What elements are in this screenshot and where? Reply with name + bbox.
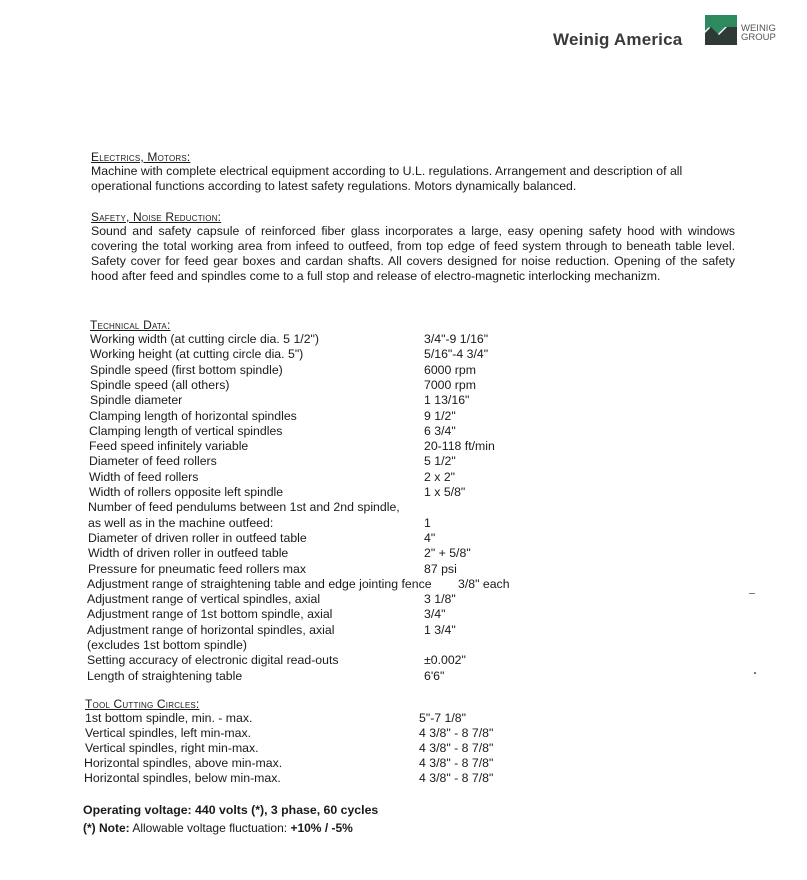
- tools-title-text: Tool Cutting Circles:: [85, 697, 200, 711]
- row-value: 4 3/8" - 8 7/8": [419, 741, 494, 756]
- safety-section: [91, 210, 735, 284]
- row-value: ±0.002": [424, 653, 466, 668]
- row-label: Adjustment range of horizontal spindles, axial: [87, 622, 335, 637]
- row-label: Vertical spindles, right min-max.: [85, 741, 259, 756]
- row-label: Vertical spindles, left min-max.: [85, 726, 252, 741]
- row-value: 1 3/4": [424, 622, 456, 637]
- row-label: Adjustment range of 1st bottom spindle, axial: [87, 607, 333, 622]
- row-value: 3/4"-9 1/16": [424, 332, 489, 346]
- logo-text: [741, 24, 776, 42]
- row-label: Number of feed pendulums between 1st and 2nd spindle,: [88, 500, 400, 515]
- row-label: Clamping length of vertical spindles: [89, 423, 283, 438]
- electrics-title: Electrics, Motors:: [91, 150, 191, 164]
- scan-mark: [754, 672, 756, 674]
- row-label: Pressure for pneumatic feed rollers max: [88, 561, 307, 576]
- row-value: 2" + 5/8": [424, 546, 471, 561]
- row-label: Clamping length of horizontal spindles: [89, 408, 297, 423]
- technical-title: [90, 318, 171, 332]
- row-label: Spindle diameter: [90, 393, 183, 408]
- voltage-note: [83, 821, 353, 835]
- company-name: Weinig America: [553, 30, 683, 49]
- safety-title: Safety, Noise Reduction:: [91, 210, 222, 224]
- row-value: 20-118 ft/min: [424, 439, 495, 454]
- row-label: Working width (at cutting circle dia. 5 1/2"): [90, 332, 319, 346]
- electrics-text: Machine with complete electrical equipment according to U.L. regulations. Arrangement and description of all operational functions according to latest safety regulations. Motors dynamically balanced.: [91, 164, 683, 193]
- technical-title-text: Technical Data:: [90, 318, 171, 332]
- row-label: Horizontal spindles, above min-max.: [84, 756, 283, 771]
- logo-line-1: WEINIG: [741, 23, 776, 34]
- row-value: 5"-7 1/8": [419, 711, 467, 725]
- row-value: 6000 rpm: [424, 362, 476, 377]
- row-value: 7000 rpm: [424, 377, 476, 392]
- row-value: 4 3/8" - 8 7/8": [419, 726, 494, 741]
- row-value: 6 3/4": [424, 423, 456, 438]
- row-label: (excludes 1st bottom spindle): [87, 638, 247, 652]
- row-label: Spindle speed (first bottom spindle): [90, 362, 283, 377]
- row-label: Width of driven roller in outfeed table: [88, 546, 289, 561]
- row-label: 1st bottom spindle, min. - max.: [85, 711, 253, 725]
- row-value: 4": [424, 530, 436, 545]
- row-value: 1 13/16": [424, 393, 470, 408]
- row-label: Adjustment range of straightening table and edge jointing fence: [87, 576, 432, 591]
- row-value: 4 3/8" - 8 7/8": [419, 771, 494, 786]
- row-value: 3/8" each: [458, 576, 510, 591]
- row-value: 87 psi: [424, 561, 457, 576]
- row-label: Working height (at cutting circle dia. 5"): [90, 347, 304, 362]
- row-value: 1: [424, 515, 431, 530]
- row-value: 9 1/2": [424, 408, 456, 423]
- row-value: 4 3/8" - 8 7/8": [419, 756, 494, 771]
- row-value: 2 x 2": [424, 469, 456, 484]
- note-value: +10% / -5%: [290, 821, 353, 835]
- row-value: 5/16"-4 3/4": [424, 347, 489, 362]
- electrics-section: [91, 150, 739, 194]
- row-label: Width of feed rollers: [89, 469, 199, 484]
- row-value: 5 1/2": [424, 454, 456, 469]
- row-label: Diameter of feed rollers: [89, 454, 217, 469]
- scan-mark: [749, 593, 755, 594]
- note-text: Allowable voltage fluctuation:: [129, 821, 291, 835]
- row-label: Diameter of driven roller in outfeed table: [88, 530, 307, 545]
- row-value: 3/4": [424, 607, 446, 622]
- row-label: Horizontal spindles, below min-max.: [84, 771, 281, 786]
- row-label: Setting accuracy of electronic digital read-outs: [87, 653, 339, 668]
- weinig-logo-icon: [703, 13, 739, 47]
- note-prefix: (*) Note:: [83, 821, 130, 835]
- row-label: Width of rollers opposite left spindle: [89, 485, 284, 499]
- row-label: as well as in the machine outfeed:: [88, 515, 274, 530]
- row-label: Feed speed infinitely variable: [89, 439, 249, 454]
- row-value: 1 x 5/8": [424, 485, 466, 499]
- row-label: Adjustment range of vertical spindles, axial: [87, 592, 321, 607]
- row-value: 6'6": [424, 668, 445, 683]
- logo-line-2: GROUP: [741, 32, 776, 43]
- operating-voltage: Operating voltage: 440 volts (*), 3 phase, 60 cycles: [83, 803, 379, 817]
- row-label: Length of straightening table: [87, 668, 243, 683]
- tools-title: [85, 697, 199, 711]
- safety-text: Sound and safety capsule of reinforced fiber glass incorporates a large, easy opening safety hood with windows covering the total working area from infeed to outfeed, from top edge of feed system through to beneath table level. Safety cover for feed gear boxes and cardan shafts. All covers designed for noise reduction. Opening of the safety hood after feed and spindles come to a full stop and release of electro-magnetic interlocking mechanizm.: [91, 224, 735, 283]
- row-label: Spindle speed (all others): [90, 377, 230, 392]
- row-value: 3 1/8": [424, 592, 456, 607]
